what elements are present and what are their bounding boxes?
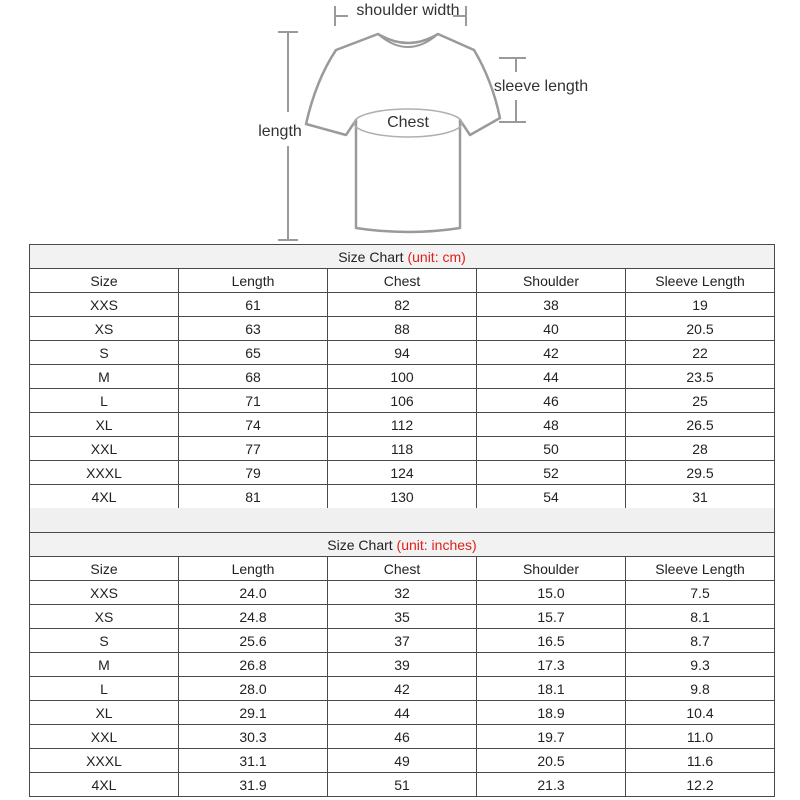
- chart-title: [30, 533, 775, 557]
- shoulder-width-label: shoulder width: [356, 2, 460, 19]
- size-cell: L: [30, 677, 179, 701]
- size-chart-inches: [29, 532, 775, 797]
- table-body: [30, 581, 775, 797]
- chart-title: [30, 245, 775, 269]
- measurement-cell: 26.5: [626, 413, 775, 437]
- sleeve-length-label: sleeve length: [493, 78, 589, 95]
- measurement-cell: 9.8: [626, 677, 775, 701]
- size-cell: XL: [30, 413, 179, 437]
- size-cell: XS: [30, 605, 179, 629]
- measurement-cell: 22: [626, 341, 775, 365]
- table-row: [30, 773, 775, 797]
- table-row: [30, 653, 775, 677]
- measurement-cell: 24.8: [179, 605, 328, 629]
- measurement-cell: 30.3: [179, 725, 328, 749]
- table-row: [30, 629, 775, 653]
- measurement-cell: 16.5: [477, 629, 626, 653]
- measurement-cell: 24.0: [179, 581, 328, 605]
- size-cell: XXXL: [30, 749, 179, 773]
- measurement-cell: 65: [179, 341, 328, 365]
- column-header: Shoulder: [477, 269, 626, 293]
- measurement-cell: 23.5: [626, 365, 775, 389]
- measurement-cell: 94: [328, 341, 477, 365]
- measurement-cell: 21.3: [477, 773, 626, 797]
- measurement-cell: 31: [626, 485, 775, 509]
- table-row: [30, 341, 775, 365]
- measurement-cell: 39: [328, 653, 477, 677]
- column-header: Chest: [328, 557, 477, 581]
- measurement-cell: 29.5: [626, 461, 775, 485]
- measurement-cell: 18.9: [477, 701, 626, 725]
- table-row: [30, 581, 775, 605]
- measurement-cell: 68: [179, 365, 328, 389]
- column-header: Sleeve Length: [626, 269, 775, 293]
- measurement-cell: 29.1: [179, 701, 328, 725]
- table-row: [30, 701, 775, 725]
- measurement-cell: 79: [179, 461, 328, 485]
- size-chart-cm: [29, 244, 775, 509]
- table-row: [30, 413, 775, 437]
- tshirt-outline: [306, 34, 500, 232]
- column-header: Shoulder: [477, 557, 626, 581]
- measurement-cell: 37: [328, 629, 477, 653]
- measurement-cell: 52: [477, 461, 626, 485]
- chart-unit: (unit: inches): [396, 536, 477, 553]
- measurement-cell: 88: [328, 317, 477, 341]
- column-header: Length: [179, 269, 328, 293]
- size-cell: XS: [30, 317, 179, 341]
- chart-title-text: Size Chart: [327, 536, 393, 553]
- column-header: Size: [30, 269, 179, 293]
- chest-label: Chest: [387, 114, 429, 131]
- measurement-cell: 77: [179, 437, 328, 461]
- size-cell: M: [30, 653, 179, 677]
- measurement-cell: 40: [477, 317, 626, 341]
- size-cell: M: [30, 365, 179, 389]
- size-cell: L: [30, 389, 179, 413]
- measurement-cell: 42: [328, 677, 477, 701]
- measurement-cell: 54: [477, 485, 626, 509]
- measurement-cell: 32: [328, 581, 477, 605]
- measurement-cell: 81: [179, 485, 328, 509]
- measurement-cell: 130: [328, 485, 477, 509]
- measurement-cell: 74: [179, 413, 328, 437]
- measurement-cell: 46: [328, 725, 477, 749]
- measurement-cell: 19: [626, 293, 775, 317]
- measurement-cell: 42: [477, 341, 626, 365]
- chart-unit: (unit: cm): [407, 248, 466, 265]
- table-row: [30, 437, 775, 461]
- measurement-cell: 46: [477, 389, 626, 413]
- size-cell: XXL: [30, 437, 179, 461]
- measurement-cell: 26.8: [179, 653, 328, 677]
- measurement-cell: 71: [179, 389, 328, 413]
- measurement-cell: 15.0: [477, 581, 626, 605]
- table-row: [30, 317, 775, 341]
- size-cell: XXXL: [30, 461, 179, 485]
- size-cell: 4XL: [30, 773, 179, 797]
- measurement-cell: 15.7: [477, 605, 626, 629]
- table-row: [30, 293, 775, 317]
- size-cell: S: [30, 341, 179, 365]
- measurement-cell: 20.5: [626, 317, 775, 341]
- measurement-cell: 19.7: [477, 725, 626, 749]
- measurement-cell: 10.4: [626, 701, 775, 725]
- measurement-cell: 28.0: [179, 677, 328, 701]
- measurement-cell: 48: [477, 413, 626, 437]
- measurement-cell: 28: [626, 437, 775, 461]
- measurement-cell: 20.5: [477, 749, 626, 773]
- table-body: [30, 293, 775, 509]
- size-cell: XXS: [30, 581, 179, 605]
- measurement-cell: 44: [477, 365, 626, 389]
- table-row: [30, 461, 775, 485]
- measurement-cell: 31.9: [179, 773, 328, 797]
- table-row: [30, 485, 775, 509]
- measurement-cell: 82: [328, 293, 477, 317]
- chart-title-text: Size Chart: [338, 248, 404, 265]
- table-row: [30, 605, 775, 629]
- measurement-cell: 51: [328, 773, 477, 797]
- column-header: Length: [179, 557, 328, 581]
- table-row: [30, 725, 775, 749]
- size-cell: XXS: [30, 293, 179, 317]
- measurement-cell: 25: [626, 389, 775, 413]
- column-header: Chest: [328, 269, 477, 293]
- measurement-cell: 17.3: [477, 653, 626, 677]
- measurement-cell: 35: [328, 605, 477, 629]
- measurement-cell: 38: [477, 293, 626, 317]
- size-cell: S: [30, 629, 179, 653]
- table-row: [30, 389, 775, 413]
- measurement-cell: 124: [328, 461, 477, 485]
- table-row: [30, 677, 775, 701]
- table-row: [30, 749, 775, 773]
- measurement-cell: 106: [328, 389, 477, 413]
- header-row: [30, 557, 775, 581]
- measurement-cell: 8.1: [626, 605, 775, 629]
- measurement-cell: 44: [328, 701, 477, 725]
- measurement-cell: 12.2: [626, 773, 775, 797]
- length-label: length: [258, 123, 302, 140]
- column-header: Sleeve Length: [626, 557, 775, 581]
- measurement-cell: 18.1: [477, 677, 626, 701]
- measurement-cell: 7.5: [626, 581, 775, 605]
- measurement-cell: 100: [328, 365, 477, 389]
- tshirt-measurement-diagram: [0, 0, 800, 244]
- size-cell: XL: [30, 701, 179, 725]
- measurement-cell: 25.6: [179, 629, 328, 653]
- measurement-cell: 49: [328, 749, 477, 773]
- measurement-cell: 31.1: [179, 749, 328, 773]
- measurement-cell: 61: [179, 293, 328, 317]
- column-header: Size: [30, 557, 179, 581]
- table-row: [30, 365, 775, 389]
- measurement-cell: 11.6: [626, 749, 775, 773]
- size-cell: XXL: [30, 725, 179, 749]
- measurement-cell: 112: [328, 413, 477, 437]
- measurement-cell: 50: [477, 437, 626, 461]
- size-cell: 4XL: [30, 485, 179, 509]
- measurement-cell: 118: [328, 437, 477, 461]
- measurement-cell: 11.0: [626, 725, 775, 749]
- measurement-cell: 63: [179, 317, 328, 341]
- table-separator: [29, 508, 775, 532]
- measurement-cell: 8.7: [626, 629, 775, 653]
- measurement-cell: 9.3: [626, 653, 775, 677]
- header-row: [30, 269, 775, 293]
